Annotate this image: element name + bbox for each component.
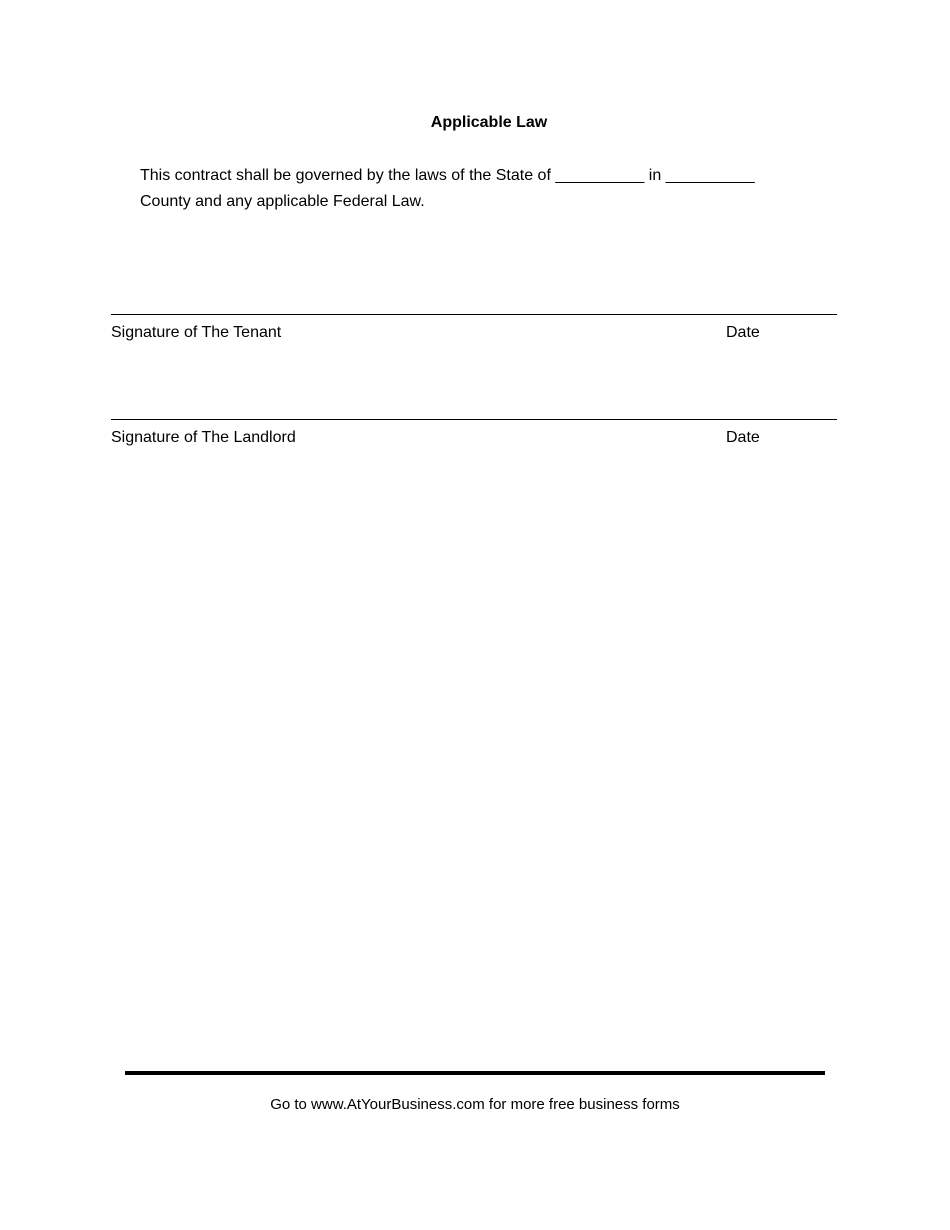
footer-note: Go to www.AtYourBusiness.com for more free business forms <box>270 1096 680 1113</box>
tenant-date-label: Date <box>726 324 760 341</box>
paragraph-line-1: This contract shall be governed by the laws of the State of __________ in __________ <box>140 167 755 184</box>
landlord-signature-line <box>111 419 837 420</box>
governing-law-paragraph <box>140 163 840 215</box>
paragraph-line-2: County and any applicable Federal Law. <box>140 193 425 210</box>
landlord-signature-block <box>111 419 837 450</box>
footer-divider <box>125 1071 825 1075</box>
tenant-signature-label: Signature of The Tenant <box>111 324 282 341</box>
landlord-signature-labels <box>111 428 837 450</box>
tenant-signature-block <box>111 314 837 345</box>
landlord-signature-label: Signature of The Landlord <box>111 429 296 446</box>
landlord-date-label: Date <box>726 429 760 446</box>
section-heading: Applicable Law <box>430 114 548 131</box>
tenant-signature-line <box>111 314 837 315</box>
tenant-signature-labels <box>111 323 837 345</box>
